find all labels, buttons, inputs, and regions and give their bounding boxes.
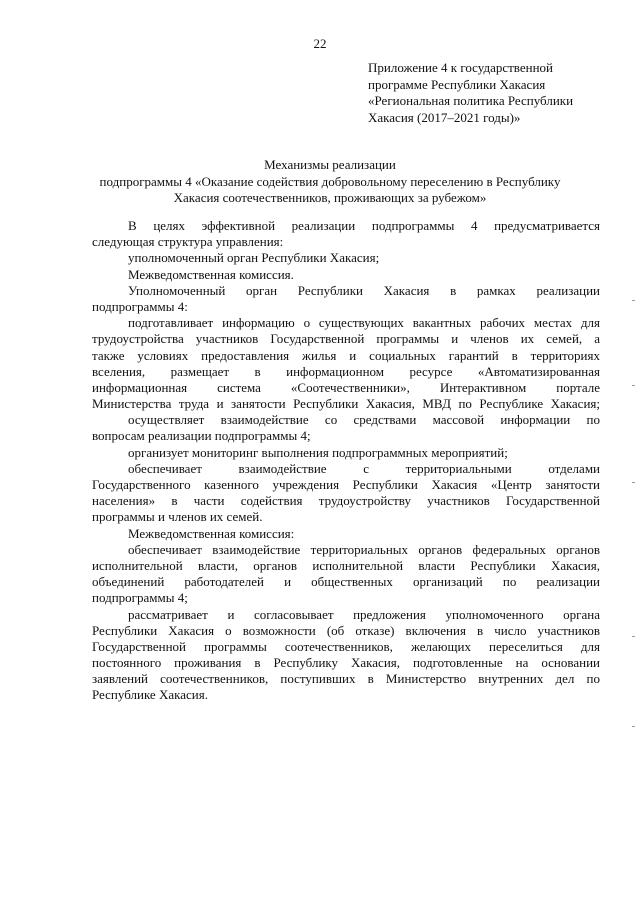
appendix-line: программе Республики Хакасия [368, 76, 546, 92]
appendix-line: «Региональная политика Республики [368, 93, 574, 108]
body-line: организует мониторинг выполнения подпрограммных мероприятий; [128, 444, 508, 460]
body-line: объединений работодателей и общественных организаций по реализации [92, 574, 600, 590]
body-line: постоянного проживания в Республику Хакасия, подготовленные на основании [92, 655, 600, 671]
body-line: обеспечивает взаимодействие территориальных органов федеральных органов [128, 541, 600, 557]
body-line: обеспечивает взаимодействие с территориальными отделами [128, 460, 600, 476]
body-line: В целях эффективной реализации подпрограммы 4 предусматривается [128, 218, 600, 233]
body-line: Республики Хакасия о возможности (об отказе) включения в число участников [92, 622, 600, 638]
body-line: населения» в части содействия трудоустройству участников Государственной [92, 493, 600, 509]
body-line: Уполномоченный орган Республики Хакасия в рамках реализации [128, 282, 600, 298]
body-line: заявлений соотечественников, поступивших в Министерство внутренних дел по [92, 671, 600, 687]
body-line: также условиях предоставления жилья и социальных гарантий в территориях [92, 347, 600, 363]
body-line: Межведомственная комиссия. [128, 266, 294, 282]
appendix-line: Приложение 4 к государственной [368, 60, 553, 75]
body-line: вселения, размещает в информационном ресурсе «Автоматизированная [92, 363, 600, 379]
body-line: трудоустройства участников Государственной программы и членов их семей, а [92, 331, 600, 347]
body-line: вопросам реализации подпрограммы 4; [92, 428, 311, 444]
scan-margin-mark [632, 726, 635, 727]
title-line: Механизмы реализации [264, 157, 396, 172]
document-body [92, 218, 600, 704]
appendix-header [368, 60, 618, 126]
body-line: осуществляет взаимодействие со средствами массовой информации по [128, 412, 600, 428]
scan-margin-mark [632, 385, 635, 386]
appendix-line: Хакасия (2017–2021 годы)» [368, 109, 521, 125]
body-line: Государственного казенного учреждения Республики Хакасия «Центр занятости [92, 477, 600, 492]
body-line: подпрограммы 4; [92, 590, 188, 606]
body-line: подготавливает информацию о существующих вакантных рабочих местах для [128, 315, 600, 331]
body-line: Министерства труда и занятости Республики Хакасия, МВД по Республике Хакасия; [92, 396, 600, 412]
page-number: 22 [313, 36, 327, 51]
body-line: Государственной программы соотечественников, желающих переселиться для [92, 638, 600, 654]
document-title [60, 157, 600, 207]
scan-margin-mark [632, 300, 635, 301]
body-line: уполномоченный орган Республики Хакасия; [128, 250, 380, 266]
body-line: следующая структура управления: [92, 234, 284, 250]
title-line: подпрограммы 4 «Оказание содействия добровольному переселению в Республику [99, 173, 561, 189]
scan-margin-mark [632, 482, 635, 483]
body-line: Республике Хакасия. [92, 687, 208, 703]
body-line: программы и членов их семей. [92, 509, 263, 525]
body-line: исполнительной власти, органов исполнительной власти Республики Хакасия, [92, 557, 600, 573]
body-line: подпрограммы 4: [92, 298, 188, 314]
body-line: Межведомственная комиссия: [128, 525, 295, 541]
scan-margin-mark [632, 636, 635, 637]
body-line: информационная система «Соотечественники», Интерактивном портале [92, 379, 600, 395]
body-line: рассматривает и согласовывает предложения уполномоченного органа [128, 606, 600, 622]
title-line: Хакасия соотечественников, проживающих за рубежом» [173, 190, 487, 205]
